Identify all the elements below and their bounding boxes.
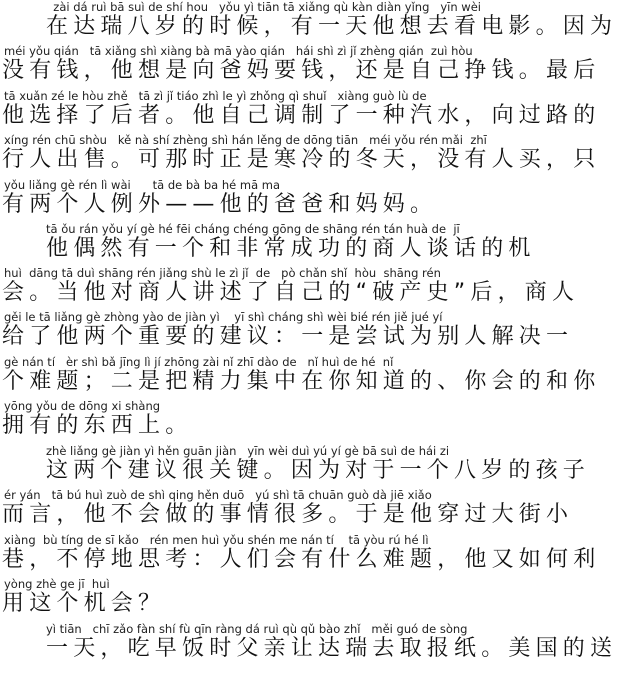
hanzi-line: 在达瑞八岁的时候，有一天他想去看电影。因为 bbox=[46, 14, 618, 39]
pinyin-line: méi yǒu qián tā xiǎng shì xiàng bà mā yào qián hái shì zì jǐ zhèng qián zuì hòu bbox=[4, 44, 473, 58]
hanzi-line: 而言，他不会做的事情很多。于是他穿过大街小 bbox=[2, 502, 574, 527]
pinyin-line: gè nán tí èr shì bǎ jīng lì jí zhōng zài nǐ zhī dào de nǐ huì de hé nǐ bbox=[4, 355, 394, 369]
hanzi-line: 用这个机会？ bbox=[2, 591, 166, 616]
pinyin-line: tā xuǎn zé le hòu zhě tā zì jǐ tiáo zhì le yì zhǒng qì shuǐ xiàng guò lù de bbox=[4, 89, 427, 103]
hanzi-line: 给了他两个重要的建议：一是尝试为别人解决一 bbox=[2, 324, 574, 349]
hanzi-line: 会。当他对商人讲述了自己的“破产史”后，商人 bbox=[2, 280, 580, 305]
pinyin-line: yì tiān chī zǎo fàn shí fù qīn ràng dá ruì qù qǔ bào zhǐ měi guó de sòng bbox=[46, 622, 468, 636]
text-line bbox=[0, 222, 618, 272]
pinyin-line: tā ǒu rán yǒu yí gè hé fēi cháng chéng gōng de shāng rén tán huà de jī bbox=[46, 222, 460, 236]
hanzi-line: 没有钱，他想是向爸妈要钱，还是自己挣钱。最后 bbox=[2, 58, 601, 83]
pinyin-line: yǒu liǎng gè rén lì wài tā de bà ba hé mā ma bbox=[4, 178, 281, 192]
pinyin-line: gěi le tā liǎng gè zhòng yào de jiàn yì yī shì cháng shì wèi bié rén jiě jué yí bbox=[4, 310, 443, 324]
text-line bbox=[0, 444, 618, 494]
hanzi-line: 这两个建议很关键。因为对于一个八岁的孩子 bbox=[46, 458, 591, 483]
text-line bbox=[0, 178, 618, 228]
hanzi-line: 他偶然有一个和非常成功的商人谈话的机 bbox=[46, 236, 536, 261]
text-line bbox=[0, 310, 618, 360]
text-line bbox=[0, 577, 618, 627]
text-line bbox=[0, 0, 618, 50]
text-line bbox=[0, 266, 618, 316]
text-line bbox=[0, 355, 618, 405]
text-line bbox=[0, 399, 618, 449]
hanzi-line: 拥有的东西上。 bbox=[2, 413, 193, 438]
hanzi-line: 他选择了后者。他自己调制了一种汽水，向过路的 bbox=[2, 103, 601, 128]
pinyin-line: yōng yǒu de dōng xi shàng bbox=[4, 399, 161, 413]
text-line bbox=[0, 622, 618, 672]
pinyin-line: zhè liǎng gè jiàn yì hěn guān jiàn yīn wèi duì yú yí gè bā suì de hái zi bbox=[46, 444, 450, 458]
text-line bbox=[0, 133, 618, 183]
text-line bbox=[0, 533, 618, 583]
hanzi-line: 有两个人例外——他的爸爸和妈妈。 bbox=[2, 192, 438, 217]
pinyin-line: xiàng bù tíng de sī kǎo rén men huì yǒu shén me nán tí tā yòu rú hé lì bbox=[4, 533, 429, 547]
hanzi-line: 个难题；二是把精力集中在你知道的、你会的和你 bbox=[2, 369, 601, 394]
pinyin-line: zài dá ruì bā suì de shí hou yǒu yì tiān tā xiǎng qù kàn diàn yǐng yīn wèi bbox=[46, 0, 481, 14]
hanzi-line: 一天，吃早饭时父亲让达瑞去取报纸。美国的送 bbox=[46, 636, 618, 661]
hanzi-line: 行人出售。可那时正是寒冷的冬天，没有人买，只 bbox=[2, 147, 601, 172]
pinyin-line: ér yán tā bú huì zuò de shì qing hěn duō yú shì tā chuān guò dà jiē xiǎo bbox=[4, 488, 432, 502]
pinyin-line: xíng rén chū shòu kě nà shí zhèng shì hán lěng de dōng tiān méi yǒu rén mǎi zhī bbox=[4, 133, 487, 147]
text-line bbox=[0, 488, 618, 538]
pinyin-line: yòng zhè ge jī huì bbox=[4, 577, 110, 591]
text-line bbox=[0, 44, 618, 94]
text-line bbox=[0, 89, 618, 139]
pinyin-line: huì dāng tā duì shāng rén jiǎng shù le zì jǐ de pò chǎn shǐ hòu shāng rén bbox=[4, 266, 441, 280]
hanzi-line: 巷，不停地思考：人们会有什么难题，他又如何利 bbox=[2, 547, 601, 572]
